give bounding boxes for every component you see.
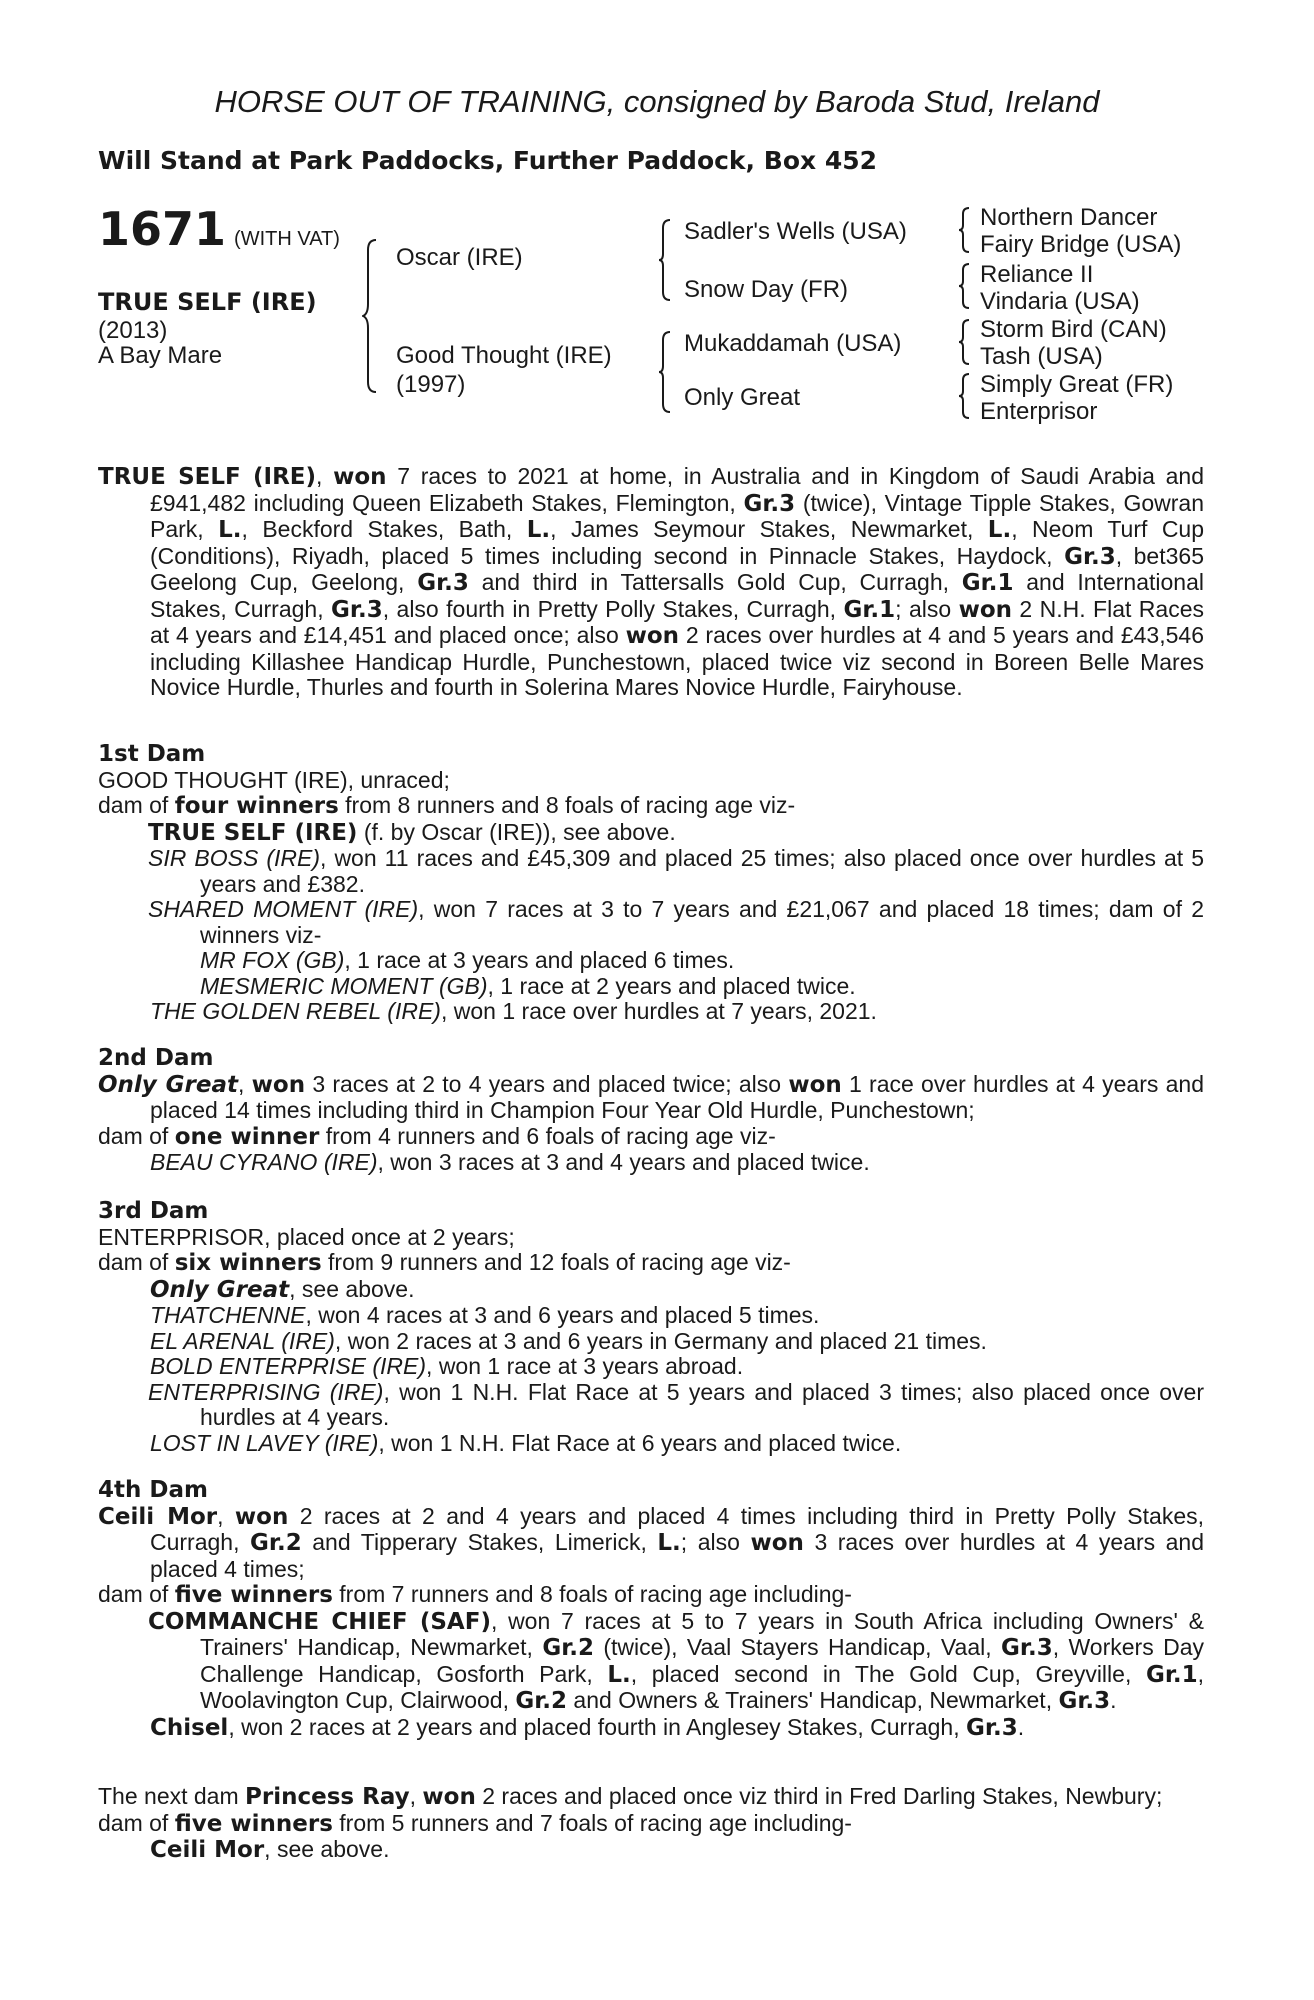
grade-label: Gr.2: [515, 1688, 568, 1714]
produce-text: , won 1 N.H. Flat Race at 5 years and placed 3 times; also placed once over hurdles at 4 years.: [200, 1378, 1204, 1430]
dam-of-rest: from 4 runners and 6 foals of racing age viz-: [319, 1122, 776, 1149]
grade-label: Gr.1: [961, 570, 1014, 596]
produce-text: , Woolavington Cup, Clairwood,: [200, 1660, 1205, 1713]
grade-label: Gr.1: [843, 596, 896, 623]
won-label: won: [788, 1071, 842, 1098]
pedigree-sire-sire: Sadler's Wells (USA): [684, 218, 907, 245]
horse-name: TRUE SELF (IRE): [98, 288, 317, 316]
summary-text: and third in Tattersalls Gold Cup, Curragh,: [468, 569, 962, 595]
grade-label: Gr.3: [1058, 1688, 1111, 1714]
next-dam-intro: The next dam: [98, 1783, 246, 1809]
pedigree-brace-g3: [958, 318, 972, 366]
produce-entry: [98, 1837, 1204, 1864]
dam-name: Only Great: [98, 1071, 238, 1098]
produce-name: Ceili Mor: [150, 1837, 265, 1863]
section-heading: 3rd Dam: [98, 1198, 209, 1224]
dam-of-label: dam of: [98, 1581, 175, 1607]
section-heading: 2nd Dam: [98, 1045, 214, 1071]
pedigree-g1: Northern Dancer: [980, 204, 1158, 231]
won-label: won: [422, 1784, 476, 1810]
listed-label: L.: [607, 1661, 631, 1688]
produce-text: , won 4 races at 3 and 6 years and placed 5 times.: [305, 1302, 820, 1328]
grade-label: Gr.3: [966, 1714, 1018, 1741]
pedigree-g3: Reliance II: [980, 261, 1094, 288]
produce-text: , won 7 races at 3 to 7 years and £21,067 and placed 18 times; dam of 2 winners viz-: [200, 896, 1205, 948]
produce-text: , see above.: [289, 1275, 415, 1302]
produce-entry: [98, 1150, 1204, 1176]
separator: ,: [409, 1783, 423, 1809]
produce-entry: [98, 1329, 1204, 1355]
pedigree-dam-sire: Mukaddamah (USA): [684, 330, 902, 357]
pedigree-dam-dam: Only Great: [684, 384, 801, 411]
dam-text: 3 races over hurdles at 4 years and placed 4 times;: [150, 1529, 1205, 1582]
produce-text: , won 2 races at 2 years and placed fourth in Anglesey Stakes, Curragh,: [228, 1713, 967, 1740]
produce-name: BEAU CYRANO (IRE): [150, 1149, 378, 1175]
dam-of-line: [98, 1811, 1204, 1838]
produce-text: , won 1 N.H. Flat Race at 6 years and placed twice.: [378, 1429, 902, 1456]
pedigree-g8: Enterprisor: [980, 398, 1098, 425]
produce-name: TRUE SELF (IRE): [148, 819, 358, 846]
winners-count: four winners: [174, 793, 339, 819]
won-label: won: [333, 464, 387, 490]
won-label: won: [625, 623, 680, 649]
produce-entry: [98, 1354, 1204, 1380]
first-dam-section: [98, 742, 1204, 1025]
produce-text: and Owners & Trainers' Handicap, Newmarket,: [567, 1687, 1059, 1713]
produce-text: , won 11 races and £45,309 and placed 25 times; also placed once over hurdles at 5 years and £382.: [200, 845, 1204, 897]
produce-text: (f. by Oscar (IRE)), see above.: [357, 818, 676, 845]
summary-text: , bet365 Geelong Cup, Geelong,: [150, 542, 1204, 595]
produce-entry: [98, 897, 1204, 948]
produce-entry: [98, 1380, 1204, 1431]
pedigree-g5: Storm Bird (CAN): [980, 316, 1167, 343]
grade-label: Gr.2: [542, 1635, 594, 1661]
produce-text: , 1 race at 2 years and placed twice.: [487, 972, 856, 999]
pedigree-dam: Good Thought (IRE): [396, 342, 612, 369]
dam-of-rest: from 9 runners and 12 foals of racing age viz-: [321, 1249, 791, 1275]
summary-paragraph: TRUE SELF (IRE), won 7 races to 2021 at home, in Australia and in Kingdom of Saudi Arabia and £941,482 including Queen Elizabeth Stakes, Flemington, Gr.3 (twice), Vintage Tipple Stakes, Gowran Park, L., Beckford Stakes, Bath, L., James Seymour Stakes, Newmarket, L., Neom Turf Cup (Conditions), Riyadh, placed 5 times including second in Pinnacle Stakes, Haydock, Gr.3, bet365 Geelong Cup, Geelong, Gr.3 and third in Tattersalls Gold Cup, Curragh, Gr.1 and International Stakes, Curragh, Gr.3, also fourth in Pretty Polly Stakes, Curragh, Gr.1; also won 2 N.H. Flat Races at 4 years and £14,451 and placed once; also won 2 races over hurdles at 4 and 5 years and £43,546 including Killashee Handicap Hurdle, Punchestown, placed twice viz second in Boreen Belle Mares Novice Hurdle, Thurles and fourth in Solerina Mares Novice Hurdle, Fairyhouse.: [98, 463, 1205, 700]
dam-name: Princess Ray: [245, 1784, 410, 1810]
produce-text: , won 3 races at 3 and 4 years and placed twice.: [377, 1149, 870, 1175]
produce-text: , won 7 races at 5 to 7 years in South Africa including Owners' & Trainers' Handicap, Newmarket,: [200, 1607, 1204, 1660]
produce-entry: [98, 1609, 1204, 1715]
grade-label: Gr.3: [743, 490, 796, 517]
dam-text: 2 races at 2 and 4 years and placed 4 times including third in Pretty Polly Stakes, Curragh,: [150, 1502, 1205, 1555]
produce-text: (twice), Vaal Stayers Handicap, Vaal,: [594, 1634, 1002, 1660]
won-label: won: [958, 596, 1013, 623]
dam-text: 2 races and placed once viz third in Fred Darling Stakes, Newbury;: [475, 1783, 1163, 1809]
produce-name: LOST IN LAVEY (IRE): [150, 1429, 379, 1456]
produce-text: , see above.: [264, 1836, 390, 1862]
produce-name: COMMANCHE CHIEF (SAF): [148, 1608, 491, 1635]
pedigree-g7: Simply Great (FR): [980, 371, 1174, 398]
produce-name: SHARED MOMENT (IRE): [148, 896, 419, 922]
summary-text: and International Stakes, Curragh,: [150, 569, 1204, 622]
pedigree-g6: Tash (USA): [980, 343, 1103, 370]
section-heading: 1st Dam: [98, 741, 206, 767]
vat-label: (WITH VAT): [234, 228, 340, 250]
dam-of-label: dam of: [98, 1809, 175, 1836]
produce-name: MR FOX (GB): [200, 947, 345, 973]
summary-text: , Beckford Stakes, Bath,: [241, 516, 527, 542]
pedigree-brace-dam: [658, 330, 674, 414]
produce-name: THATCHENNE: [150, 1302, 306, 1328]
produce-name: ENTERPRISING (IRE): [148, 1378, 384, 1405]
produce-text: , 1 race at 3 years and placed 6 times.: [344, 947, 735, 973]
second-dam-section: [98, 1046, 1204, 1176]
pedigree-brace-g1: [958, 206, 972, 254]
lot-number: 1671: [98, 202, 227, 256]
dam-text: 1 race over hurdles at 4 years and placed 14 times including third in Champion Four Year Old Hurdle, Punchestown;: [150, 1070, 1204, 1123]
dam-of-line: [98, 793, 1204, 820]
produce-text: .: [1017, 1713, 1025, 1740]
won-label: won: [251, 1071, 306, 1098]
horse-description: A Bay Mare: [98, 342, 223, 369]
lot-number-block: [98, 202, 340, 256]
listed-label: L.: [526, 517, 551, 543]
pedigree-g2: Fairy Bridge (USA): [980, 231, 1182, 258]
summary-text: 2 N.H. Flat Races at 4 years and £14,451 and placed once; also: [150, 595, 1205, 648]
dam-of-label: dam of: [98, 1249, 175, 1275]
produce-entry: [98, 1431, 1204, 1457]
pedigree-brace-sire: [658, 218, 674, 302]
pedigree-brace-g4: [958, 372, 972, 420]
third-dam-section: [98, 1199, 1204, 1456]
produce-entry: [98, 1277, 1204, 1304]
grade-label: Gr.3: [417, 570, 469, 596]
grade-label: Gr.1: [1145, 1661, 1198, 1688]
next-dam-section: [98, 1784, 1204, 1864]
dam-of-rest: from 7 runners and 8 foals of racing age including-: [332, 1581, 852, 1607]
listed-label: L.: [987, 517, 1012, 543]
produce-name: SIR BOSS (IRE): [148, 845, 321, 871]
summary-text: 7 races to 2021 at home, in Australia and in Kingdom of Saudi Arabia and £941,482 including Queen Elizabeth Stakes, Flemington,: [150, 463, 1204, 516]
produce-entry: [98, 1303, 1204, 1329]
dam-line: ENTERPRISOR, placed once at 2 years;: [98, 1223, 515, 1250]
section-heading: 4th Dam: [98, 1477, 208, 1503]
produce-text: , Workers Day Challenge Handicap, Gosforth Park,: [200, 1634, 1204, 1687]
produce-name: MESMERIC MOMENT (GB): [200, 972, 488, 999]
dam-of-rest: from 5 runners and 7 foals of racing age including-: [332, 1809, 852, 1836]
horse-year: (2013): [98, 317, 168, 344]
summary-text: ; also: [895, 595, 959, 622]
dam-line: [98, 1784, 1204, 1811]
page-title: HORSE OUT OF TRAINING, consigned by Baroda Stud, Ireland: [214, 84, 1100, 119]
summary-text: 2 races over hurdles at 4 and 5 years and £43,546 including Killashee Handicap Hurdle, Punchestown, placed twice viz second in Boreen Belle Mares Novice Hurdle, Thurles and fourth in Solerina Mares Novice Hurdle, Fairyhouse.: [150, 622, 1204, 700]
dam-of-line: [98, 1124, 1204, 1151]
winners-count: five winners: [174, 1582, 333, 1608]
summary-text: , James Seymour Stakes, Newmarket,: [550, 516, 988, 542]
produce-name: Chisel: [150, 1714, 229, 1741]
pedigree-g4: Vindaria (USA): [980, 288, 1140, 315]
grade-label: Gr.3: [331, 596, 383, 623]
grade-label: Gr.3: [1064, 543, 1116, 570]
produce-entry: [98, 1715, 1204, 1742]
pedigree-brace-main: [362, 238, 382, 394]
listed-label: L.: [657, 1530, 681, 1556]
grade-label: Gr.2: [250, 1530, 302, 1556]
summary-text: (twice), Vintage Tipple Stakes, Gowran Park,: [150, 489, 1204, 542]
dam-of-line: [98, 1250, 1204, 1277]
summary-text: , also fourth in Pretty Polly Stakes, Curragh,: [382, 595, 844, 622]
summary-horse-name: TRUE SELF (IRE): [98, 464, 317, 490]
race-record-summary: [98, 464, 1204, 701]
dam-of-line: [98, 1582, 1204, 1609]
fourth-dam-section: [98, 1478, 1204, 1741]
winners-count: six winners: [174, 1250, 322, 1276]
dam-line: Ceili Mor, won 2 races at 2 and 4 years and placed 4 times including third in Pretty Polly Stakes, Curragh, Gr.2 and Tipperary Stakes, Limerick, L.; also won 3 races over hurdles at 4 years and placed 4 times;: [98, 1502, 1205, 1582]
listed-label: L.: [218, 517, 242, 543]
produce-text: .: [1110, 1687, 1117, 1713]
won-label: won: [750, 1530, 804, 1556]
produce-entry: [98, 999, 1204, 1025]
produce-name: THE GOLDEN REBEL (IRE): [150, 998, 441, 1024]
dam-name: Ceili Mor: [98, 1503, 218, 1530]
produce-text: , won 2 races at 3 and 6 years in Germany and placed 21 times.: [334, 1327, 987, 1354]
produce-text: , placed second in The Gold Cup, Greyville,: [630, 1660, 1146, 1687]
produce-name: EL ARENAL (IRE): [150, 1327, 335, 1354]
produce-text: , won 1 race at 3 years abroad.: [426, 1353, 744, 1379]
pedigree-brace-g2: [958, 262, 972, 310]
produce-entry: [98, 846, 1204, 897]
dam-text: 3 races at 2 to 4 years and placed twice; also: [305, 1070, 789, 1097]
produce-name: BOLD ENTERPRISE (IRE): [150, 1353, 427, 1379]
dam-text: ; also: [680, 1529, 751, 1555]
winners-count: one winner: [174, 1123, 320, 1150]
dam-line: GOOD THOUGHT (IRE), unraced;: [98, 766, 450, 793]
dam-line: Only Great, won 3 races at 2 to 4 years and placed twice; also won 1 race over hurdles at 4 years and placed 14 times including third in Champion Four Year Old Hurdle, Punchestown;: [98, 1070, 1204, 1123]
grade-label: Gr.3: [1001, 1635, 1053, 1661]
pedigree-dam-year: (1997): [396, 371, 466, 398]
dam-of-label: dam of: [98, 792, 175, 818]
pedigree-sire: Oscar (IRE): [396, 244, 523, 271]
stabling-info: Will Stand at Park Paddocks, Further Paddock, Box 452: [98, 146, 878, 175]
pedigree-sire-dam: Snow Day (FR): [684, 276, 849, 303]
dam-of-rest: from 8 runners and 8 foals of racing age viz-: [338, 792, 796, 818]
produce-text: , won 1 race over hurdles at 7 years, 2021.: [440, 998, 877, 1024]
produce-entry: [98, 820, 1204, 847]
winners-count: five winners: [174, 1810, 333, 1837]
produce-entry: [98, 948, 1204, 974]
dam-of-label: dam of: [98, 1122, 175, 1149]
summary-text: , Neom Turf Cup (Conditions), Riyadh, placed 5 times including second in Pinnacle Stakes, Haydock,: [150, 516, 1205, 569]
produce-name: Only Great: [150, 1276, 290, 1303]
dam-text: and Tipperary Stakes, Limerick,: [301, 1529, 658, 1555]
won-label: won: [234, 1503, 289, 1530]
produce-entry: [98, 974, 1204, 1000]
